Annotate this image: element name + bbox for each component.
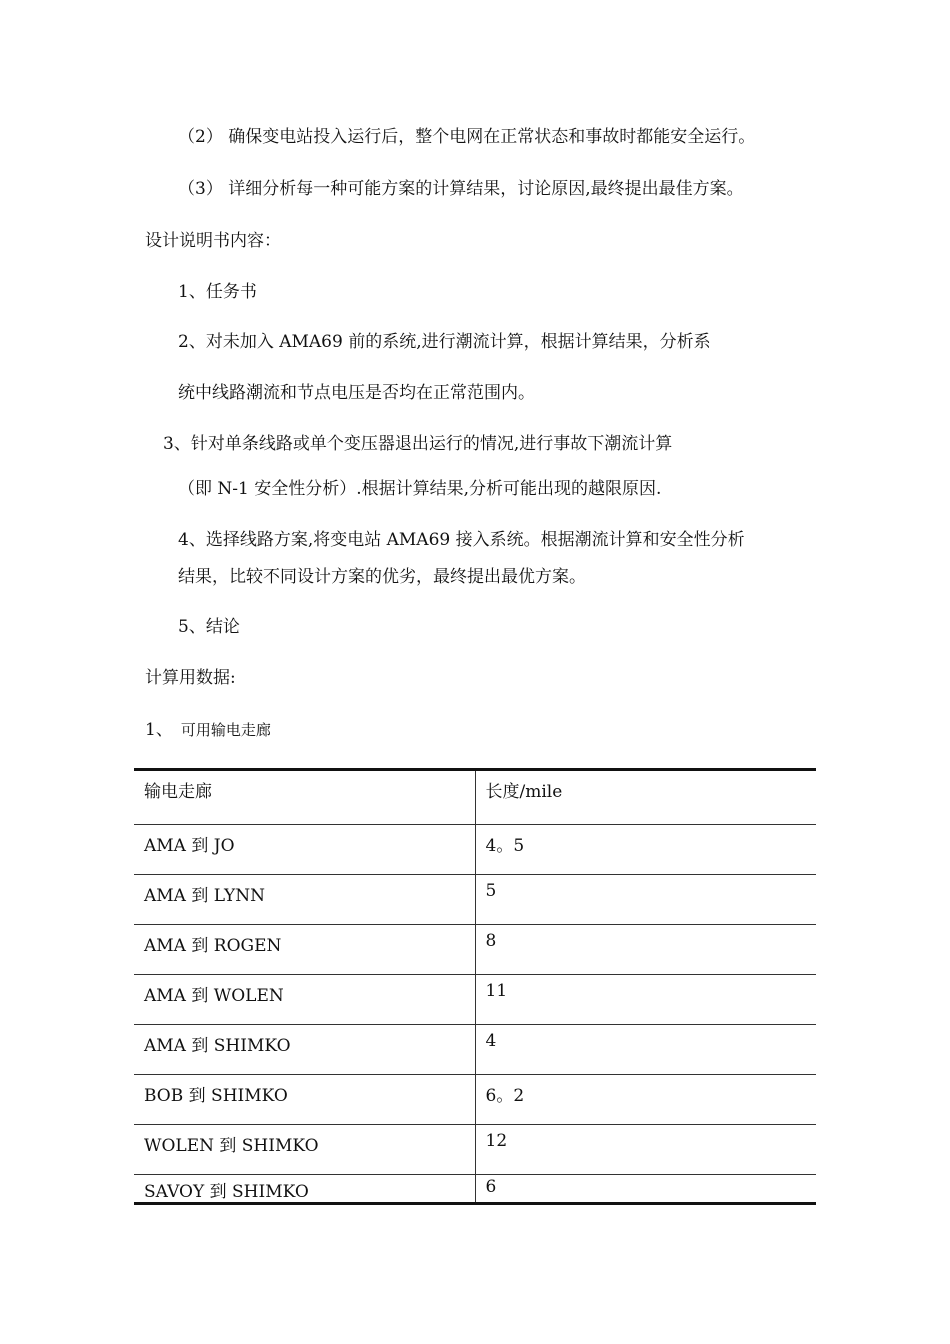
contents-item-4-line-1: 4、选择线路方案,将变电站 AMA69 接入系统。根据潮流计算和安全性分析 [178,530,745,550]
contents-item-5: 5、结论 [178,617,240,637]
corridor-cell: SAVOY 到 SHIMKO [134,1175,475,1204]
corridor-cell: WOLEN 到 SHIMKO [134,1125,475,1175]
requirement-2: （2） 确保变电站投入运行后，整个电网在正常状态和事故时都能安全运行。 [178,127,756,147]
table-row [134,1175,816,1204]
corridor-table [134,768,816,1205]
contents-item-3-line-2: （即 N-1 安全性分析）.根据计算结果,分析可能出现的越限原因. [178,479,662,499]
table-row [134,975,816,1025]
corridor-cell: AMA 到 JO [134,825,475,875]
table-row [134,1125,816,1175]
data-heading: 计算用数据: [145,668,236,688]
contents-item-1: 1、任务书 [178,282,257,302]
contents-item-4-line-2: 结果，比较不同设计方案的优劣，最终提出最优方案。 [178,567,586,587]
table-row [134,825,816,875]
length-cell: 6。2 [475,1075,816,1125]
length-cell: 11 [475,975,816,1025]
corridor-heading [145,719,271,741]
length-cell: 4。5 [475,825,816,875]
table-header-row [134,770,816,825]
requirement-3: （3） 详细分析每一种可能方案的计算结果，讨论原因,最终提出最佳方案。 [178,179,744,199]
contents-item-3-line-1: 3、针对单条线路或单个变压器退出运行的情况,进行事故下潮流计算 [163,434,673,454]
length-cell: 12 [475,1125,816,1175]
table-row [134,1025,816,1075]
table-row [134,1075,816,1125]
header-corridor: 输电走廊 [144,782,212,802]
length-cell: 6 [475,1175,816,1204]
corridor-cell: AMA 到 LYNN [134,875,475,925]
contents-item-2-line-2: 统中线路潮流和节点电压是否均在正常范围内。 [178,383,535,403]
length-cell: 5 [475,875,816,925]
corridor-cell: BOB 到 SHIMKO [134,1075,475,1125]
corridor-heading-text: 可用输电走廊 [180,721,271,739]
corridor-cell: AMA 到 SHIMKO [134,1025,475,1075]
corridor-heading-number: 1、 [145,720,173,740]
length-cell: 4 [475,1025,816,1075]
length-cell: 8 [475,925,816,975]
contents-heading: 设计说明书内容： [145,231,281,251]
corridor-cell: AMA 到 ROGEN [134,925,475,975]
table-row [134,875,816,925]
contents-item-2-line-1: 2、对未加入 AMA69 前的系统,进行潮流计算，根据计算结果，分析系 [178,332,711,352]
corridor-cell: AMA 到 WOLEN [134,975,475,1025]
header-length: 长度/mile [475,770,816,825]
table-row [134,925,816,975]
